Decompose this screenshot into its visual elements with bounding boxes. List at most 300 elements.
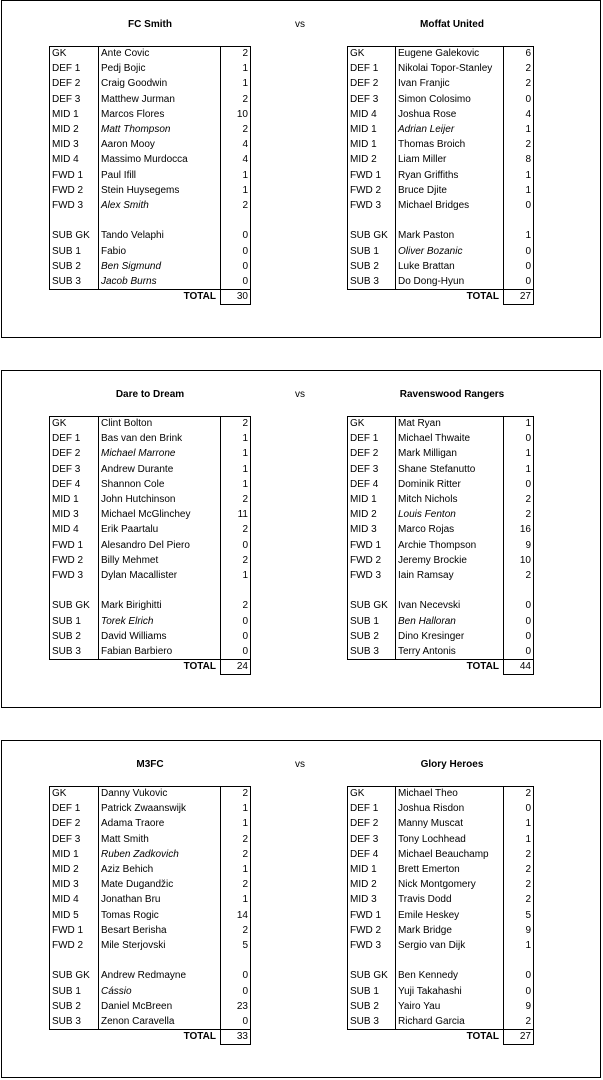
player-name-cell: Terry Antonis (396, 644, 504, 659)
position-cell: FWD 3 (50, 568, 99, 583)
points-cell: 2 (221, 923, 251, 938)
player-row (50, 969, 251, 984)
points-cell: 1 (221, 77, 251, 92)
points-cell: 1 (221, 168, 251, 183)
player-row (348, 568, 534, 583)
position-cell: SUB 2 (50, 629, 99, 644)
position-cell: MID 2 (348, 508, 396, 523)
player-name-cell: Andrew Redmayne (101, 970, 187, 982)
points-cell: 2 (504, 568, 534, 583)
spacer-row (50, 954, 251, 969)
points-cell: 1 (504, 447, 534, 462)
points-cell: 0 (221, 969, 251, 984)
points-cell: 2 (221, 492, 251, 507)
points-cell: 6 (504, 47, 534, 62)
player-row (348, 999, 534, 1014)
position-cell: FWD 1 (348, 538, 396, 553)
position-cell: FWD 2 (50, 183, 99, 198)
player-name-cell: Alex Smith (101, 199, 149, 211)
position-cell: SUB 2 (348, 999, 396, 1014)
player-row (348, 629, 534, 644)
player-name-cell: Billy Mehmet (101, 554, 159, 566)
player-row (348, 878, 534, 893)
position-cell: GK (348, 787, 396, 802)
spacer-row (50, 584, 251, 599)
position-cell: DEF 1 (50, 802, 99, 817)
player-name-cell: Eugene Galekovic (396, 47, 504, 62)
position-cell: MID 2 (348, 153, 396, 168)
position-cell: FWD 1 (348, 168, 396, 183)
position-cell: DEF 2 (348, 447, 396, 462)
player-row (50, 817, 251, 832)
player-name-cell: Ben Halloran (398, 615, 456, 627)
player-name-cell: Jonathan Bru (101, 894, 161, 906)
position-cell: MID 3 (50, 878, 99, 893)
player-name-cell: Zenon Caravella (99, 1014, 221, 1029)
points-cell: 0 (504, 244, 534, 259)
points-cell: 23 (221, 999, 251, 1014)
player-row (348, 893, 534, 908)
player-name-cell: Manny Muscat (398, 818, 464, 830)
total-value: 27 (504, 1030, 534, 1045)
player-name-cell: Alesandro Del Piero (101, 539, 190, 551)
player-row (348, 802, 534, 817)
total-row (50, 290, 251, 305)
position-cell: SUB GK (348, 969, 396, 984)
points-cell: 10 (221, 107, 251, 122)
points-cell: 2 (504, 62, 534, 77)
position-cell: MID 5 (50, 908, 99, 923)
player-row (50, 462, 251, 477)
player-row (50, 893, 251, 908)
position-cell: FWD 2 (348, 923, 396, 938)
total-label: TOTAL (183, 661, 216, 673)
player-row (348, 168, 534, 183)
points-cell: 0 (221, 629, 251, 644)
player-name-cell: Tando Velaphi (101, 230, 164, 242)
position-cell: FWD 2 (348, 553, 396, 568)
position-cell: DEF 1 (348, 432, 396, 447)
points-cell: 10 (504, 553, 534, 568)
position-cell: SUB 3 (348, 274, 396, 289)
points-cell: 2 (221, 122, 251, 137)
player-name-cell: Stein Huysegems (101, 184, 180, 196)
player-row (50, 168, 251, 183)
player-row (50, 599, 251, 614)
player-name-cell: Travis Dodd (398, 894, 452, 906)
points-cell: 1 (221, 568, 251, 583)
points-cell: 2 (221, 523, 251, 538)
spacer-row (348, 954, 534, 969)
points-cell: 4 (504, 107, 534, 122)
player-name-cell: Ivan Franjic (398, 78, 450, 90)
player-name-cell: Mark Milligan (398, 448, 457, 460)
match-panel (1, 0, 601, 338)
away-team-title: Glory Heroes (420, 759, 484, 770)
player-row (50, 492, 251, 507)
position-cell: DEF 1 (50, 432, 99, 447)
player-row (50, 122, 251, 137)
player-row (348, 47, 534, 62)
points-cell: 2 (504, 878, 534, 893)
player-name-cell: Mark Birighitti (101, 600, 162, 612)
player-row (348, 847, 534, 862)
player-name-cell: Mitch Nichols (398, 494, 458, 506)
player-name-cell: Jacob Burns (99, 274, 221, 289)
player-row (50, 198, 251, 213)
player-row (348, 984, 534, 999)
position-cell: FWD 3 (348, 938, 396, 953)
player-name-cell: Dylan Macallister (101, 569, 178, 581)
player-name-cell: Ben Sigmund (101, 260, 162, 272)
position-cell: SUB 3 (50, 644, 99, 659)
player-row (50, 999, 251, 1014)
points-cell: 2 (504, 508, 534, 523)
position-cell: SUB 1 (50, 614, 99, 629)
position-cell: GK (50, 417, 99, 432)
player-row (50, 153, 251, 168)
points-cell: 0 (504, 477, 534, 492)
points-cell: 1 (504, 417, 534, 432)
player-name-cell: Aaron Mooy (101, 139, 155, 151)
points-cell: 1 (504, 122, 534, 137)
player-name-cell: Archie Thompson (398, 539, 477, 551)
position-cell: MID 4 (348, 107, 396, 122)
player-row (348, 938, 534, 953)
spacer-row (348, 584, 534, 599)
player-name-cell: Liam Miller (398, 154, 447, 166)
player-name-cell: Fabian Barbiero (99, 644, 221, 659)
player-row (50, 523, 251, 538)
total-value: 44 (504, 660, 534, 675)
position-cell: GK (348, 417, 396, 432)
points-cell: 2 (221, 832, 251, 847)
position-cell: FWD 1 (50, 923, 99, 938)
position-cell: GK (50, 47, 99, 62)
points-cell: 11 (221, 508, 251, 523)
player-row (50, 878, 251, 893)
points-cell: 0 (504, 259, 534, 274)
player-name-cell: Michael Theo (396, 787, 504, 802)
player-row (50, 183, 251, 198)
position-cell: MID 3 (348, 523, 396, 538)
points-cell: 2 (504, 492, 534, 507)
player-name-cell: Massimo Murdocca (101, 154, 188, 166)
player-row (348, 969, 534, 984)
points-cell: 1 (504, 229, 534, 244)
position-cell: MID 1 (50, 847, 99, 862)
player-row (348, 1014, 534, 1029)
player-name-cell: Brett Emerton (398, 864, 460, 876)
player-name-cell: Oliver Bozanic (398, 245, 463, 257)
position-cell: FWD 3 (50, 198, 99, 213)
player-name-cell: Danny Vukovic (99, 787, 221, 802)
player-name-cell: Mark Paston (398, 230, 455, 242)
points-cell: 0 (504, 432, 534, 447)
player-name-cell: Ante Covic (99, 47, 221, 62)
position-cell: DEF 3 (50, 832, 99, 847)
player-name-cell: Iain Ramsay (398, 569, 454, 581)
points-cell: 2 (504, 847, 534, 862)
vs-label: vs (295, 19, 305, 30)
total-label: TOTAL (183, 291, 216, 303)
player-name-cell: Clint Bolton (99, 417, 221, 432)
player-name-cell: Richard Garcia (396, 1014, 504, 1029)
away-lineup (347, 786, 534, 1045)
player-name-cell: Adama Traore (101, 818, 165, 830)
player-row (50, 47, 251, 62)
points-cell: 0 (504, 984, 534, 999)
points-cell: 16 (504, 523, 534, 538)
position-cell: MID 1 (348, 138, 396, 153)
player-name-cell: Bas van den Brink (101, 433, 183, 445)
home-team-title: FC Smith (128, 19, 172, 30)
player-row (50, 259, 251, 274)
player-name-cell: Do Dong-Hyun (396, 274, 504, 289)
position-cell: DEF 3 (348, 832, 396, 847)
position-cell: DEF 3 (348, 462, 396, 477)
position-cell: SUB 2 (50, 259, 99, 274)
position-cell: DEF 1 (348, 62, 396, 77)
away-lineup-table (347, 416, 534, 675)
home-lineup (49, 786, 251, 1045)
position-cell: SUB GK (50, 969, 99, 984)
position-cell: SUB 3 (50, 1014, 99, 1029)
player-row (348, 92, 534, 107)
player-name-cell: Torek Elrich (101, 615, 154, 627)
player-name-cell: Jeremy Brockie (398, 554, 467, 566)
position-cell: SUB 1 (50, 244, 99, 259)
player-name-cell: Nick Montgomery (398, 879, 476, 891)
points-cell: 2 (221, 847, 251, 862)
player-row (50, 614, 251, 629)
player-row (50, 77, 251, 92)
points-cell: 0 (504, 644, 534, 659)
player-name-cell: Ben Kennedy (398, 970, 459, 982)
points-cell: 0 (504, 969, 534, 984)
position-cell: SUB GK (50, 599, 99, 614)
points-cell: 0 (221, 244, 251, 259)
position-cell: MID 1 (348, 492, 396, 507)
points-cell: 1 (504, 462, 534, 477)
player-name-cell: Daniel McBreen (101, 1000, 173, 1012)
player-name-cell: Mat Ryan (396, 417, 504, 432)
player-row (50, 274, 251, 289)
points-cell: 2 (221, 198, 251, 213)
total-value: 27 (504, 290, 534, 305)
position-cell: SUB 3 (50, 274, 99, 289)
position-cell: MID 2 (50, 862, 99, 877)
player-name-cell: Bruce Djite (398, 184, 447, 196)
player-name-cell: Erik Paartalu (101, 524, 159, 536)
position-cell: SUB 1 (348, 614, 396, 629)
player-name-cell: Dino Kresinger (398, 630, 465, 642)
player-row (50, 477, 251, 492)
player-row (50, 92, 251, 107)
position-cell: SUB 2 (348, 259, 396, 274)
position-cell: DEF 4 (348, 847, 396, 862)
player-name-cell: Andrew Durante (101, 463, 174, 475)
player-row (50, 229, 251, 244)
home-team-title: Dare to Dream (115, 389, 185, 400)
player-row (50, 923, 251, 938)
player-row (348, 862, 534, 877)
player-row (50, 984, 251, 999)
player-row (348, 274, 534, 289)
vs-label: vs (295, 389, 305, 400)
points-cell: 0 (221, 614, 251, 629)
player-row (50, 107, 251, 122)
player-name-cell: Michael Bridges (398, 199, 470, 211)
player-row (348, 614, 534, 629)
away-lineup-table (347, 46, 534, 305)
player-row (348, 908, 534, 923)
player-row (50, 553, 251, 568)
position-cell: FWD 1 (50, 168, 99, 183)
player-row (348, 244, 534, 259)
position-cell: DEF 2 (50, 817, 99, 832)
points-cell: 0 (504, 629, 534, 644)
points-cell: 1 (221, 802, 251, 817)
position-cell: DEF 1 (348, 802, 396, 817)
total-row (348, 290, 534, 305)
spacer-row (50, 214, 251, 229)
points-cell: 1 (221, 893, 251, 908)
player-name-cell: Simon Colosimo (398, 93, 471, 105)
player-name-cell: Aziz Behich (101, 864, 154, 876)
points-cell: 2 (504, 862, 534, 877)
player-row (50, 629, 251, 644)
points-cell: 0 (504, 274, 534, 289)
player-name-cell: Ruben Zadkovich (101, 848, 179, 860)
home-lineup-table (49, 416, 251, 675)
points-cell: 4 (221, 138, 251, 153)
points-cell: 1 (504, 168, 534, 183)
away-lineup (347, 46, 534, 305)
player-row (50, 832, 251, 847)
points-cell: 2 (504, 1014, 534, 1029)
position-cell: SUB 2 (348, 629, 396, 644)
match-panel (1, 370, 601, 708)
points-cell: 2 (221, 92, 251, 107)
points-cell: 2 (221, 553, 251, 568)
points-cell: 2 (504, 787, 534, 802)
player-name-cell: Sergio van Dijk (398, 939, 466, 951)
position-cell: SUB 1 (348, 244, 396, 259)
player-row (50, 138, 251, 153)
points-cell: 0 (221, 259, 251, 274)
points-cell: 0 (221, 1014, 251, 1029)
player-name-cell: Joshua Risdon (398, 803, 465, 815)
position-cell: DEF 1 (50, 62, 99, 77)
points-cell: 2 (221, 787, 251, 802)
player-name-cell: Fabio (101, 245, 127, 257)
points-cell: 1 (504, 938, 534, 953)
total-label: TOTAL (466, 291, 499, 303)
home-lineup-table (49, 786, 251, 1045)
player-row (348, 183, 534, 198)
position-cell: MID 1 (50, 492, 99, 507)
position-cell: DEF 4 (348, 477, 396, 492)
position-cell: MID 3 (50, 508, 99, 523)
points-cell: 8 (504, 153, 534, 168)
points-cell: 0 (221, 644, 251, 659)
player-name-cell: Thomas Broich (398, 139, 466, 151)
player-row (348, 138, 534, 153)
total-label: TOTAL (466, 661, 499, 673)
player-row (348, 817, 534, 832)
player-row (348, 229, 534, 244)
points-cell: 2 (504, 77, 534, 92)
player-name-cell: Ivan Necevski (398, 600, 461, 612)
points-cell: 1 (504, 817, 534, 832)
player-name-cell: Dominik Ritter (398, 478, 461, 490)
player-row (348, 508, 534, 523)
player-row (348, 417, 534, 432)
player-name-cell: Matthew Jurman (101, 93, 175, 105)
player-name-cell: Matt Smith (101, 833, 149, 845)
player-name-cell: Mate Dugandžic (101, 879, 174, 891)
total-row (50, 660, 251, 675)
position-cell: DEF 3 (50, 92, 99, 107)
points-cell: 0 (221, 984, 251, 999)
position-cell: FWD 2 (50, 553, 99, 568)
player-row (348, 447, 534, 462)
player-name-cell: Marco Rojas (398, 524, 455, 536)
away-team-title: Moffat United (420, 19, 484, 30)
total-row (348, 1030, 534, 1045)
points-cell: 5 (504, 908, 534, 923)
player-row (348, 492, 534, 507)
points-cell: 0 (504, 614, 534, 629)
player-row (348, 599, 534, 614)
points-cell: 5 (221, 938, 251, 953)
player-name-cell: Emile Heskey (398, 909, 460, 921)
player-row (50, 244, 251, 259)
player-row (50, 862, 251, 877)
player-row (348, 107, 534, 122)
player-row (50, 62, 251, 77)
away-lineup-table (347, 786, 534, 1045)
away-team-title: Ravenswood Rangers (399, 389, 505, 400)
player-row (50, 938, 251, 953)
total-label: TOTAL (466, 1031, 499, 1043)
position-cell: DEF 2 (50, 77, 99, 92)
position-cell: DEF 2 (348, 817, 396, 832)
position-cell: FWD 3 (348, 198, 396, 213)
position-cell: DEF 3 (348, 92, 396, 107)
spacer-row (348, 214, 534, 229)
position-cell: FWD 3 (348, 568, 396, 583)
player-row (50, 847, 251, 862)
home-lineup (49, 46, 251, 305)
total-row (50, 1030, 251, 1045)
position-cell: MID 3 (50, 138, 99, 153)
position-cell: SUB 3 (348, 1014, 396, 1029)
points-cell: 1 (221, 862, 251, 877)
player-row (50, 1014, 251, 1029)
player-name-cell: Michael Beauchamp (398, 848, 489, 860)
position-cell: SUB 2 (50, 999, 99, 1014)
player-row (50, 538, 251, 553)
points-cell: 4 (221, 153, 251, 168)
points-cell: 14 (221, 908, 251, 923)
player-name-cell: Craig Goodwin (101, 78, 168, 90)
player-row (348, 122, 534, 137)
points-cell: 0 (504, 599, 534, 614)
player-name-cell: Tony Lochhead (398, 833, 466, 845)
player-name-cell: Shannon Cole (101, 478, 165, 490)
